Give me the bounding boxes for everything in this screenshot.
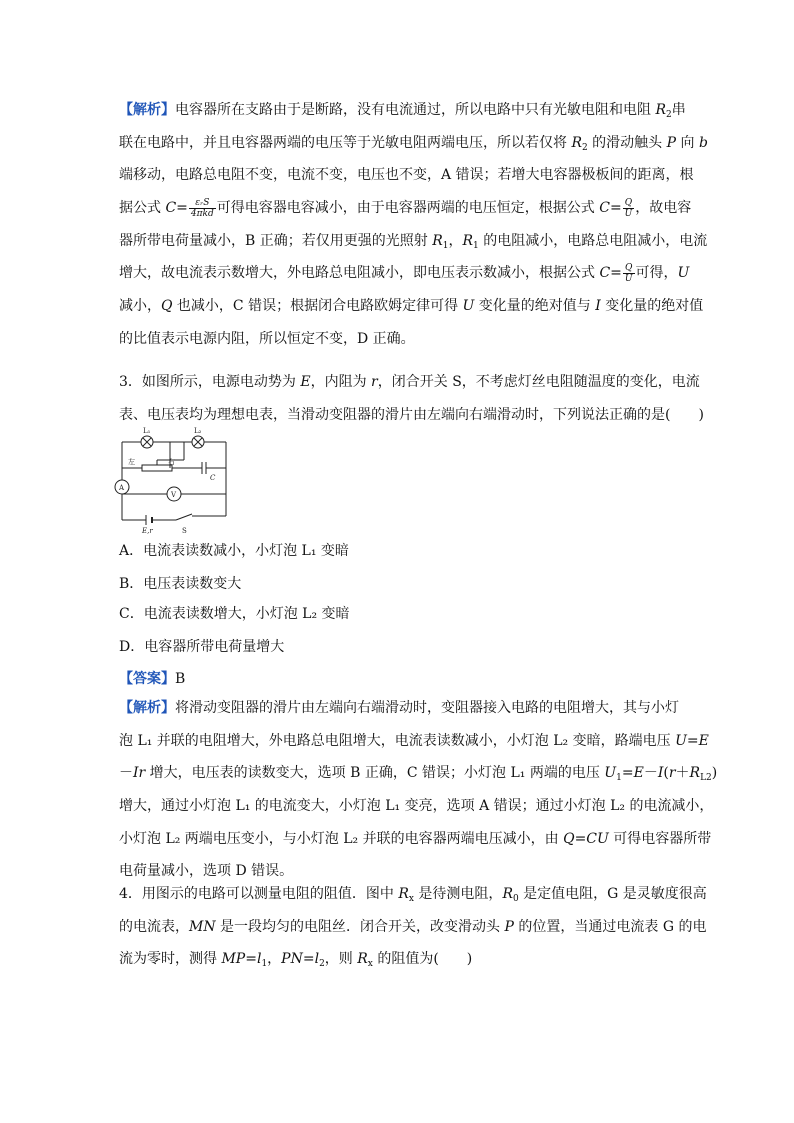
label-l2: L₂ bbox=[194, 427, 202, 435]
text-line: 器所带电荷量减小，B 正确；若仅用更强的光照射 $R_1$，$R_1$ 的电阻减小，电路总电阻减小，电流 bbox=[119, 232, 708, 251]
text-line: 小灯泡 L₂ 两端电压变小，与小灯泡 L₂ 并联的电容器两端电压减小，由 Q=CU 可得电容器所带 bbox=[119, 830, 712, 847]
lamp-l1-icon bbox=[141, 436, 153, 448]
label-l1: L₁ bbox=[143, 427, 151, 435]
text-line: －Ir 增大，电压表的读数变大，选项 B 正确，C 错误；小灯泡 L₁ 两端的电压 $U_1=E-I(r+R_{L2})$ bbox=[119, 765, 718, 784]
label-battery: E,r bbox=[142, 527, 153, 535]
answer-value: B bbox=[175, 671, 186, 687]
analysis-paragraph-1 bbox=[119, 94, 708, 356]
circuit-diagram bbox=[112, 424, 242, 536]
text-line: 流为零时，测得 $MP=l_1$，$PN=l_2$，则 $R_x$ 的阻值为( ) bbox=[119, 951, 473, 970]
analysis-tag: 【解析】 bbox=[119, 700, 175, 716]
text-line: 减小，Q 也减小，C 错误；根据闭合电路欧姆定律可得 U 变化量的绝对值与 I 变化量的绝对值 bbox=[119, 298, 704, 315]
text-line: 【解析】将滑动变阻器的滑片由左端向右端滑动时，变阻器接入电路的电阻增大，其与小灯 bbox=[119, 700, 679, 716]
text-line: 泡 L₁ 并联的电阻增大，外电路总电阻增大，电流表读数减小，小灯泡 L₂ 变暗，路端电压 U=E bbox=[119, 732, 709, 749]
analysis-paragraph-2 bbox=[119, 692, 718, 888]
label-voltmeter: V bbox=[171, 491, 177, 499]
text-line: 【解析】电容器所在支路由于是断路，没有电流通过，所以电路中只有光敏电阻和电阻 $R_2$串 bbox=[119, 102, 686, 120]
q-over-u-fraction: $\frac{Q}{U}$ bbox=[624, 197, 633, 219]
option-d: D．电容器所带电荷量增大 bbox=[119, 639, 285, 655]
text-line: 表、电压表均为理想电表，当滑动变阻器的滑片由左端向右端滑动时，下列说法正确的是( ) bbox=[119, 406, 704, 423]
answer-line bbox=[119, 668, 185, 688]
label-capacitor: C bbox=[210, 474, 216, 482]
label-switch: S bbox=[182, 527, 187, 535]
option-b: B．电压表读数变大 bbox=[119, 576, 242, 592]
analysis-tag: 【解析】 bbox=[119, 102, 175, 118]
option-a: A．电流表读数减小，小灯泡 L₁ 变暗 bbox=[119, 543, 349, 559]
answer-tag: 【答案】 bbox=[119, 671, 175, 687]
lamp-l2-icon bbox=[192, 436, 204, 448]
text-line: 的电流表，MN 是一段均匀的电阻丝．闭合开关，改变滑动头 P 的位置，当通过电流表 G 的电 bbox=[119, 918, 707, 935]
question-3-stem bbox=[119, 366, 704, 431]
text-line: 联在电路中，并且电容器两端的电压等于光敏电阻两端电压，所以若仅将 $R_2$ 的滑动触头 P 向 b bbox=[119, 134, 708, 153]
text-line: 增大，通过小灯泡 L₁ 的电流变大，小灯泡 L₁ 变亮，选项 A 错误；通过小灯泡 L₂ 的电流减小， bbox=[119, 798, 714, 815]
text-line: 据公式 C= $\frac{\text{εᵣS}}{\text{4πkd}}$ 可得电容器电容减小，由于电容器两端的电压恒定，根据公式 C= $\frac{Q}{U}$ ，故电容 bbox=[119, 197, 692, 219]
q-over-u-fraction: $\frac{Q}{U}$ bbox=[624, 262, 633, 284]
label-left: 左 bbox=[128, 458, 135, 466]
text-line: 的比值表示电源内阻，所以恒定不变，D 正确。 bbox=[119, 330, 415, 347]
text-line: 电荷量减小，选项 D 错误。 bbox=[119, 863, 294, 880]
label-ammeter: A bbox=[119, 484, 125, 492]
text-line: 端移动，电路总电阻不变，电流不变，电压也不变，A 错误；若增大电容器极板间的距离，根 bbox=[119, 167, 694, 184]
text-line: 4．用图示的电路可以测量电阻的阻值．图中 $R_x$ 是待测电阻，$R_0$ 是定值电阻，G 是灵敏度很高 bbox=[119, 886, 707, 904]
option-c: C．电流表读数增大，小灯泡 L₂ 变暗 bbox=[119, 606, 350, 622]
text-line: 3．如图所示，电源电动势为 E，内阻为 r，闭合开关 S，不考虑灯丝电阻随温度的变化，电流 bbox=[119, 374, 700, 390]
text-line: 增大，故电流表示数增大，外电路总电阻减小，即电压表示数减小，根据公式 C= $\frac{Q}{U}$ 可得，U bbox=[119, 262, 690, 284]
question-4-stem bbox=[119, 878, 707, 976]
capacitance-formula-fraction: $\frac{\text{εᵣS}}{\text{4πkd}}$ bbox=[190, 197, 214, 219]
label-right: 右 bbox=[168, 458, 175, 466]
